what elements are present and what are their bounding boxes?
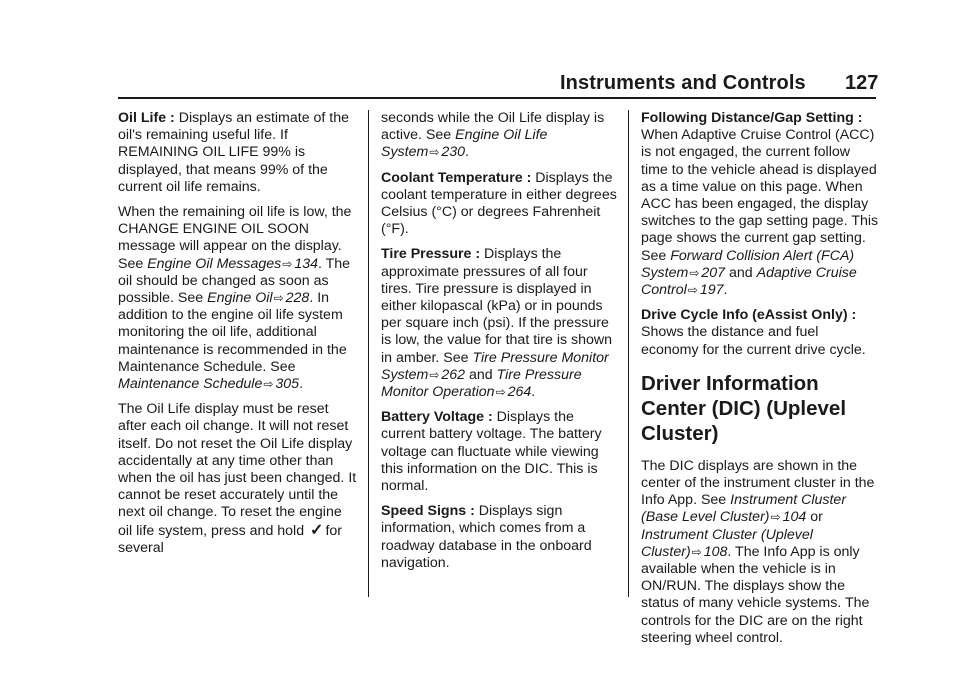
term-coolant-temperature: Coolant Temperature : (381, 169, 532, 186)
page-ref-arrow-icon: ⇨ (263, 377, 274, 392)
page-ref-arrow-icon: ⇨ (273, 291, 284, 306)
checkmark-icon: ✓ (310, 521, 324, 539)
page-number: 127 (845, 72, 879, 94)
page-ref-arrow-icon: ⇨ (429, 367, 440, 382)
link-engine-oil-life-system[interactable]: Engine Oil Life System (381, 127, 548, 161)
term-battery-voltage: Battery Voltage : (381, 409, 493, 426)
speed-signs-paragraph: Speed Signs : Displays sign information, which comes from a roadway database in the onboard navigation. (381, 503, 592, 571)
drive-cycle-paragraph: Drive Cycle Info (eAssist Only) : Shows the distance and fuel economy for the current drive cycle. (641, 307, 866, 358)
term-drive-cycle-info: Drive Cycle Info (eAssist Only) : (641, 307, 857, 324)
page-ref[interactable]: 104 (782, 509, 807, 526)
page-ref[interactable]: 197 (699, 282, 724, 299)
term-speed-signs: Speed Signs : (381, 503, 475, 520)
page-ref[interactable]: 228 (285, 290, 310, 307)
page-ref-arrow-icon: ⇨ (495, 385, 506, 400)
battery-voltage-paragraph: Battery Voltage : Displays the current battery voltage. The battery voltage can fluctuate while viewing this information on the DIC. This is normal. (381, 409, 602, 495)
page-ref-arrow-icon: ⇨ (687, 283, 698, 298)
header-divider (118, 97, 876, 99)
page-ref[interactable]: 108 (703, 543, 728, 560)
tire-pressure-paragraph: Tire Pressure : Displays the approximate pressures of all four tires. Tire pressure is displayed in either kilopascal (kPa) or in pounds per square inch (psi). If the pressure is low, the value for that tire is shown in amber. See Tire Pressure Monitor System⇨ 262 and Tire Pressure Monitor Operation⇨ 264. (381, 246, 613, 401)
oil-low-paragraph: When the remaining oil life is low, the CHANGE ENGINE OIL SOON message will appear on the display. See Engine Oil Messages⇨ 134. The oil should be changed as soon as possible. See Engine Oil⇨ 228. In addition to the engine oil life system monitoring the oil life, additional maintenance is recommended in the Maintenance Schedule. See Maintenance Schedule⇨ 305. (118, 204, 352, 393)
page-ref[interactable]: 207 (701, 264, 726, 281)
column-divider-2 (628, 110, 629, 597)
link-engine-oil-messages[interactable]: Engine Oil Messages (147, 255, 282, 272)
section-heading: Driver Information Center (DIC) (Uplevel Cluster) (641, 371, 847, 445)
page-ref-arrow-icon: ⇨ (691, 544, 702, 559)
link-tire-pressure-monitor-system[interactable]: Tire Pressure Monitor System (381, 349, 609, 383)
column-1 (118, 110, 358, 565)
page-ref-arrow-icon: ⇨ (429, 145, 440, 160)
link-engine-oil[interactable]: Engine Oil (207, 290, 273, 307)
page-ref[interactable]: 230 (441, 144, 466, 161)
page-title: Instruments and Controls (560, 72, 806, 94)
link-maintenance-schedule[interactable]: Maintenance Schedule (118, 376, 263, 393)
page-ref-arrow-icon: ⇨ (282, 256, 293, 271)
link-tire-pressure-monitor-operation[interactable]: Tire Pressure Monitor Operation (381, 366, 582, 401)
page-ref[interactable]: 264 (507, 384, 532, 401)
coolant-temp-paragraph: Coolant Temperature : Displays the coolant temperature in either degrees Celsius (°C) or degrees Fahrenheit (°F). (381, 169, 617, 238)
column-2 (381, 110, 621, 580)
term-tire-pressure: Tire Pressure : (381, 246, 481, 263)
column-divider-1 (368, 110, 369, 597)
oil-life-continued-paragraph: seconds while the Oil Life display is active. See Engine Oil Life System⇨ 230. (381, 110, 605, 161)
following-distance-paragraph: Following Distance/Gap Setting : When Adaptive Cruise Control (ACC) is not engaged, the current follow time to the vehicle ahead is displayed as a time value on this page. When ACC has been engaged, the display switches to the gap setting page. This page shows the current gap setting. See Forward Collision Alert (FCA) System⇨ 207 and Adaptive Cruise Control⇨ 197. (641, 110, 879, 299)
page-ref-arrow-icon: ⇨ (689, 265, 700, 280)
page-ref[interactable]: 262 (441, 366, 466, 383)
term-oil-life: Oil Life : (118, 110, 175, 126)
link-instrument-cluster-uplevel[interactable]: Instrument Cluster (Uplevel Cluster) (641, 526, 813, 560)
page-header (0, 0, 960, 110)
page-ref[interactable]: 134 (294, 255, 318, 272)
dic-description-paragraph: The DIC displays are shown in the center of the instrument cluster in the Info App. See Instrument Cluster (Base Level Cluster)⇨ 104 or Instrument Cluster (Uplevel Cluster)⇨ 108. The Info App is only available when the vehicle is in ON/RUN. The displays show the status of many vehicle systems. The controls for the DIC are on the right steering wheel control. (641, 457, 875, 646)
column-3 (641, 110, 879, 655)
page-ref-arrow-icon: ⇨ (770, 510, 781, 525)
oil-life-paragraph: Oil Life : Displays an estimate of the oil's remaining useful life. If REMAINING OIL LIFE 99% is displayed, that means 99% of the current oil life remains. (118, 110, 350, 195)
oil-reset-paragraph: The Oil Life display must be reset after each oil change. It will not reset itself. Do not reset the Oil Life display accidentally at any time other than when the oil has just been changed. It cannot be reset accurately until the next oil change. To reset the engine oil life system, press and hold ✓ for several (118, 401, 357, 556)
link-forward-collision-alert[interactable]: Forward Collision Alert (FCA) System (641, 247, 855, 281)
page-ref[interactable]: 305 (275, 376, 300, 393)
link-adaptive-cruise-control[interactable]: Adaptive Cruise Control (641, 264, 857, 299)
link-instrument-cluster-base[interactable]: Instrument Cluster (Base Level Cluster) (641, 492, 847, 526)
term-following-distance: Following Distance/Gap Setting : (641, 110, 863, 126)
